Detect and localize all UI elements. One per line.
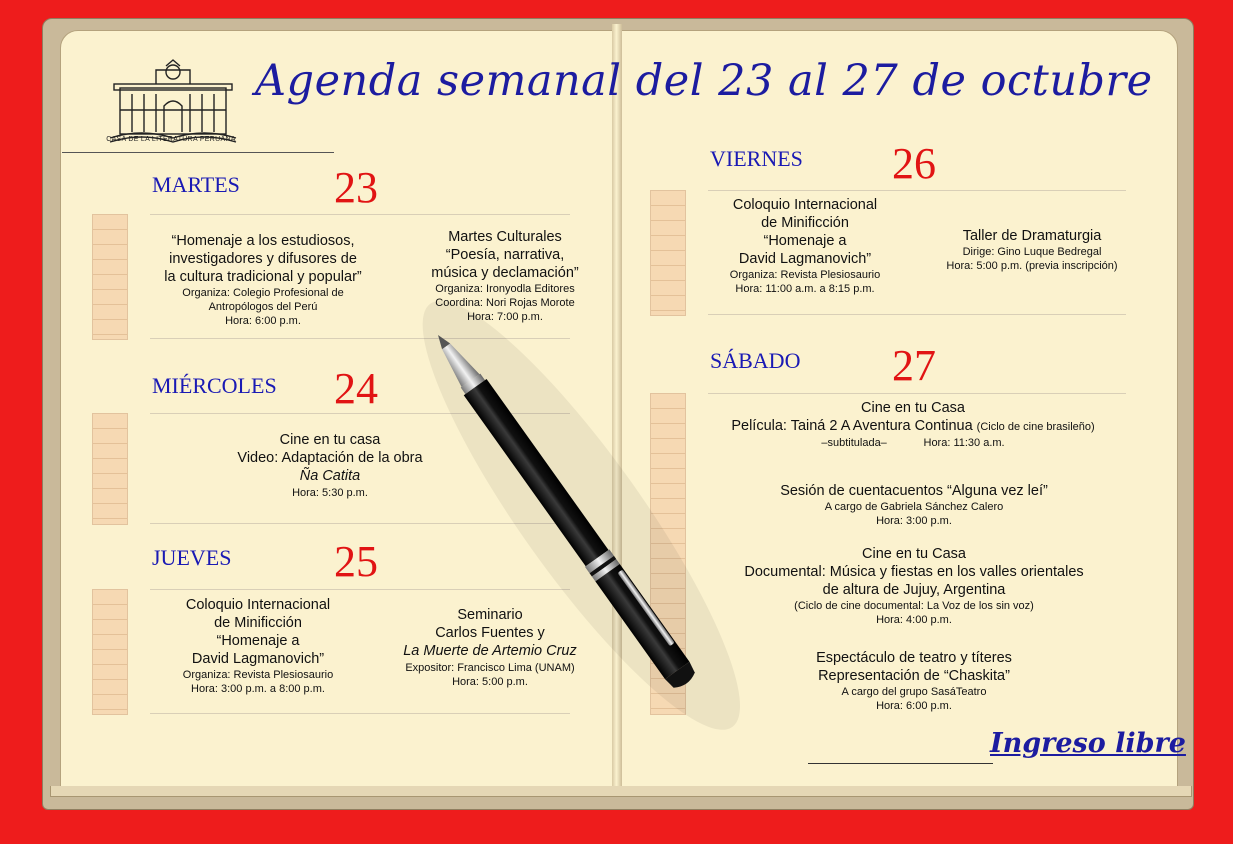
- event-line: música y declamación”: [431, 265, 579, 281]
- event-line: de Minificción: [214, 615, 302, 631]
- event-sabado-pelicula: [698, 399, 1128, 450]
- event-time: Hora: 4:00 p.m.: [876, 614, 952, 626]
- event-line: Coloquio Internacional: [185, 597, 331, 613]
- event-line: “Poesía, narrativa,: [445, 247, 565, 263]
- event-line: investigadores y difusores de: [169, 251, 357, 267]
- event-line: Cine en tu Casa: [862, 546, 966, 562]
- event-sabado-cuentacuentos: [708, 482, 1120, 528]
- event-martes-culturales: [400, 228, 610, 324]
- event-time: Hora: 6:00 p.m.: [225, 315, 301, 327]
- free-entry-label: Ingreso libre: [990, 728, 1186, 759]
- event-organizer: Organiza: Revista Plesiosaurio: [729, 269, 881, 281]
- event-viernes-taller: [925, 227, 1139, 273]
- event-time: Hora: 5:00 p.m. (previa inscripción): [946, 260, 1118, 272]
- day-label-miercoles: MIÉRCOLES: [152, 373, 277, 398]
- page-tab: [650, 393, 686, 715]
- book-fold: [612, 24, 622, 794]
- page-tab: [92, 413, 128, 525]
- event-time: Hora: 7:00 p.m.: [467, 311, 543, 323]
- event-line: “Homenaje a los estudiosos,: [171, 233, 355, 249]
- event-line: Sesión de cuentacuentos “Alguna vez leí”: [780, 483, 1048, 499]
- event-miercoles-cine: [210, 431, 450, 500]
- day-label-martes: MARTES: [152, 172, 240, 197]
- footer-rule: [808, 763, 993, 764]
- event-line: de Minificción: [761, 215, 849, 231]
- event-line: Cine en tu casa: [279, 432, 381, 448]
- page-tab: [92, 589, 128, 715]
- event-time: Hora: 3:00 p.m.: [876, 515, 952, 527]
- event-sabado-teatro: [708, 649, 1120, 713]
- event-line: Documental: Música y fiestas en los valles orientales: [744, 564, 1084, 580]
- event-work-title: La Muerte de Artemio Cruz: [403, 643, 577, 659]
- event-line: “Homenaje a: [216, 633, 300, 649]
- event-coordinator: Coordina: Nori Rojas Morote: [435, 297, 575, 309]
- event-film-title: Película: Tainá 2 A Aventura Continua: [731, 418, 973, 434]
- event-work-title: Ña Catita: [299, 468, 361, 484]
- day-number-sabado: 27: [892, 341, 936, 390]
- event-subtitled: –subtitulada–: [821, 437, 887, 449]
- day-number-martes: 23: [334, 163, 378, 212]
- event-line: la cultura tradicional y popular”: [164, 269, 362, 285]
- divider: [150, 589, 570, 590]
- event-line: [698, 417, 1128, 436]
- event-line: David Lagmanovich”: [191, 651, 325, 667]
- divider: [708, 393, 1126, 394]
- event-organizer: Organiza: Revista Plesiosaurio: [182, 669, 334, 681]
- event-martes-homenaje: [128, 232, 398, 328]
- event-director: Dirige: Gino Luque Bedregal: [962, 246, 1102, 258]
- event-cycle-note: (Ciclo de cine brasileño): [976, 421, 1095, 433]
- event-line: Carlos Fuentes y: [435, 625, 545, 641]
- event-line: Espectáculo de teatro y títeres: [816, 650, 1012, 666]
- divider: [150, 523, 570, 524]
- logo-caption: CASA DE LA LITERATURA PERUANA: [106, 136, 236, 143]
- event-line: Seminario: [457, 607, 523, 623]
- event-line: Cine en tu Casa: [861, 400, 965, 416]
- event-jueves-seminario: [384, 606, 596, 689]
- event-organizer: Organiza: Ironyodla Editores: [435, 283, 575, 295]
- day-number-viernes: 26: [892, 139, 936, 188]
- divider: [150, 338, 570, 339]
- event-time: Hora: 11:00 a.m. a 8:15 p.m.: [735, 283, 875, 295]
- event-time: Hora: 5:30 p.m.: [292, 487, 368, 499]
- event-host: A cargo del grupo SasáTeatro: [841, 686, 987, 698]
- event-subtitle-time: [698, 436, 1128, 450]
- event-expositor: Expositor: Francisco Lima (UNAM): [405, 662, 575, 674]
- event-time: Hora: 5:00 p.m.: [452, 676, 528, 688]
- event-line: Taller de Dramaturgia: [962, 228, 1102, 244]
- day-label-sabado: SÁBADO: [710, 348, 801, 373]
- page-title: Agenda semanal del 23 al 27 de octubre: [255, 56, 1153, 106]
- page-tab: [92, 214, 128, 340]
- event-line: Representación de “Chaskita”: [818, 668, 1010, 684]
- event-line: “Homenaje a: [763, 233, 847, 249]
- day-label-viernes: VIERNES: [710, 146, 803, 171]
- day-number-jueves: 25: [334, 537, 378, 586]
- event-line: Martes Culturales: [448, 229, 562, 245]
- day-label-jueves: JUEVES: [152, 545, 232, 570]
- book-bottom-edge: [50, 786, 1192, 797]
- divider: [708, 190, 1126, 191]
- event-line: Coloquio Internacional: [732, 197, 878, 213]
- event-cycle-note: (Ciclo de cine documental: La Voz de los sin voz): [794, 600, 1034, 612]
- event-sabado-documental: [708, 545, 1120, 627]
- page-tab: [650, 190, 686, 316]
- divider: [708, 314, 1126, 315]
- day-number-miercoles: 24: [334, 364, 378, 413]
- event-viernes-coloquio: [712, 196, 898, 296]
- event-line: Video: Adaptación de la obra: [237, 450, 423, 466]
- event-organizer: Organiza: Colegio Profesional de: [182, 287, 344, 299]
- event-time: Hora: 6:00 p.m.: [876, 700, 952, 712]
- event-line: David Lagmanovich”: [738, 251, 872, 267]
- event-organizer: Antropólogos del Perú: [208, 301, 318, 313]
- event-jueves-coloquio: [150, 596, 366, 696]
- event-time: Hora: 11:30 a.m.: [923, 437, 1005, 449]
- event-time: Hora: 3:00 p.m. a 8:00 p.m.: [191, 683, 325, 695]
- event-line: de altura de Jujuy, Argentina: [822, 582, 1006, 598]
- divider: [150, 214, 570, 215]
- event-host: A cargo de Gabriela Sánchez Calero: [824, 501, 1004, 513]
- logo-underline: [62, 152, 334, 153]
- divider: [150, 713, 570, 714]
